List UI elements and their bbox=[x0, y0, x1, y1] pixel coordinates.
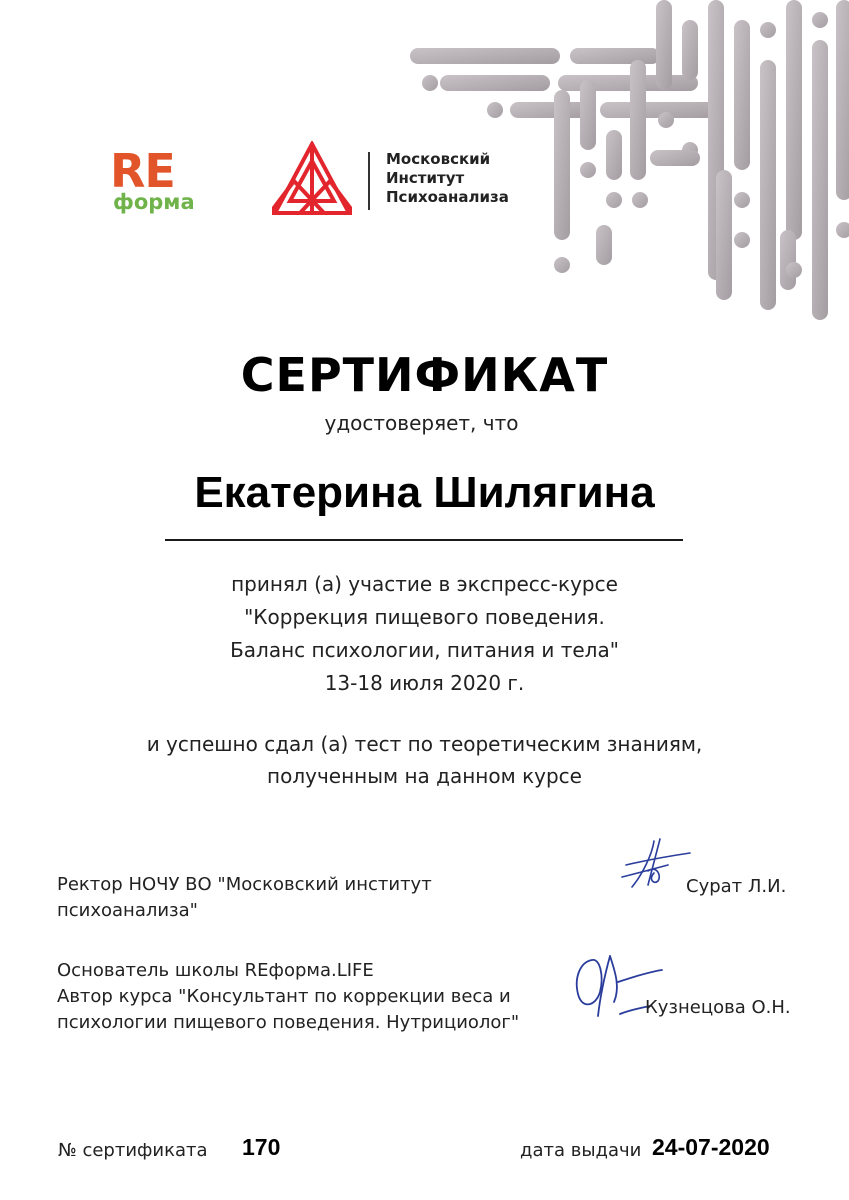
mip-line-2: Институт bbox=[386, 169, 465, 187]
rector-title bbox=[57, 872, 432, 924]
rector-line-1: Ректор НОЧУ ВО "Московский институт bbox=[57, 874, 432, 895]
certificate-subtitle bbox=[0, 411, 849, 435]
founder-line-1: Основатель школы REформа.LIFE bbox=[57, 960, 374, 981]
issue-date-value: 24-07-2020 bbox=[652, 1134, 770, 1160]
founder-line-2: Автор курса "Консультант по коррекции веса и bbox=[57, 986, 511, 1007]
rector-name: Сурат Л.И. bbox=[686, 876, 787, 897]
course-dates: 13-18 июля 2020 г. bbox=[324, 671, 525, 695]
course-line-2: "Коррекция пищевого поведения. bbox=[244, 605, 605, 629]
founder-title bbox=[57, 958, 519, 1036]
certificate-number-label: № сертификата bbox=[58, 1140, 208, 1161]
recipient-name: Екатерина Шилягина bbox=[194, 468, 655, 517]
logo-divider bbox=[368, 152, 370, 210]
name-underline bbox=[165, 539, 683, 541]
test-line-1: и успешно сдал (а) тест по теоретическим знаниям, bbox=[146, 732, 703, 756]
certificate-title: СЕРТИФИКАТ bbox=[240, 348, 609, 402]
founder-line-3: психологии пищевого поведения. Нутрициолог" bbox=[57, 1012, 520, 1033]
mip-logo-text bbox=[386, 150, 509, 207]
subtitle-text: удостоверяет, что bbox=[324, 411, 519, 435]
certificate-number-value: 170 bbox=[242, 1134, 281, 1160]
test-line-2: полученным на данном курсе bbox=[267, 764, 582, 788]
founder-name: Кузнецова О.Н. bbox=[645, 997, 791, 1018]
course-description bbox=[0, 568, 849, 700]
test-description bbox=[0, 728, 849, 792]
reforma-logo-sub: форма bbox=[113, 190, 195, 214]
course-line-3: Баланс психологии, питания и тела" bbox=[230, 638, 619, 662]
mip-line-3: Психоанализа bbox=[386, 188, 509, 206]
course-line-1: принял (а) участие в экспресс-курсе bbox=[231, 572, 618, 596]
mip-line-1: Московский bbox=[386, 150, 491, 168]
reforma-logo bbox=[110, 144, 205, 218]
issue-date-label: дата выдачи bbox=[520, 1140, 642, 1161]
reforma-logo-main: RE bbox=[110, 144, 175, 198]
mip-triangle-logo bbox=[272, 141, 352, 216]
rector-line-2: психоанализа" bbox=[57, 900, 198, 921]
